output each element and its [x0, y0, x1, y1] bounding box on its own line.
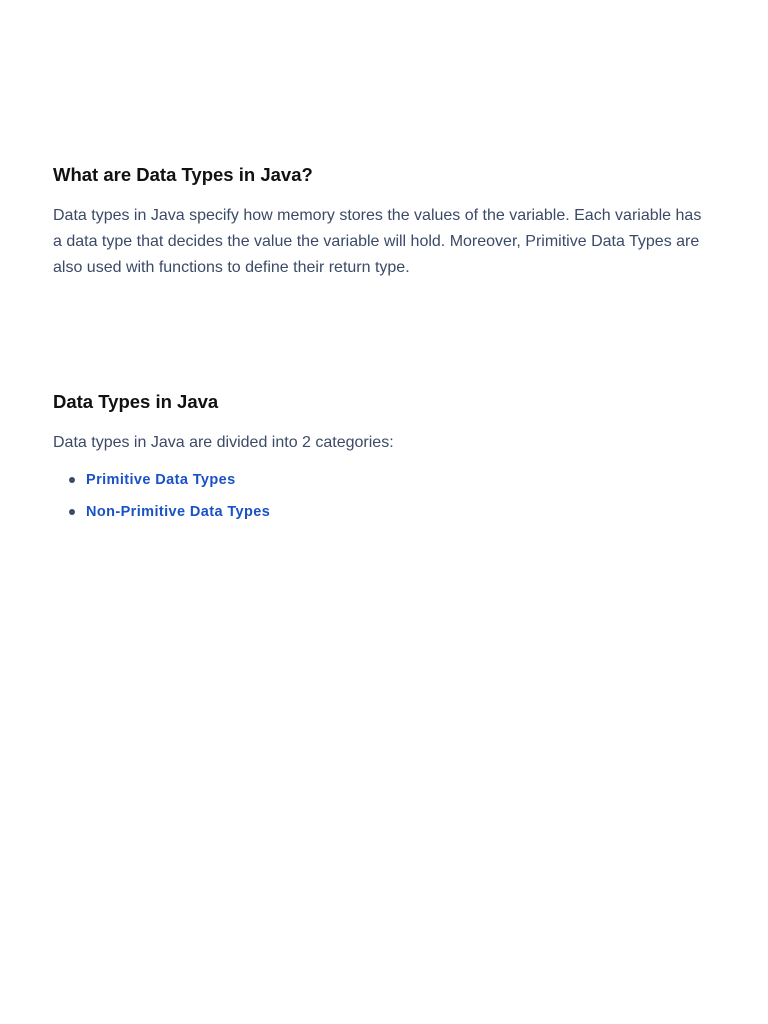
section-paragraph: Data types in Java specify how memory stores the values of the variable. Each variable has a data type that decides the value the variable will hold. Moreover, Primitive Data Types are also used with functions to define their return type. — [53, 207, 702, 276]
section-paragraph: Data types in Java are divided into 2 categories: — [53, 434, 394, 451]
data-type-categories-list — [53, 464, 713, 528]
list-item — [53, 496, 713, 528]
section-data-types-in-java — [53, 390, 713, 528]
primitive-data-types-link[interactable]: Primitive Data Types — [86, 472, 236, 488]
section-what-are-data-types — [53, 163, 713, 281]
section-heading: What are Data Types in Java? — [53, 164, 313, 185]
bullet-icon — [69, 509, 75, 515]
non-primitive-data-types-link[interactable]: Non-Primitive Data Types — [86, 504, 271, 520]
section-heading: Data Types in Java — [53, 391, 219, 412]
list-item — [53, 464, 713, 496]
bullet-icon — [69, 477, 75, 483]
